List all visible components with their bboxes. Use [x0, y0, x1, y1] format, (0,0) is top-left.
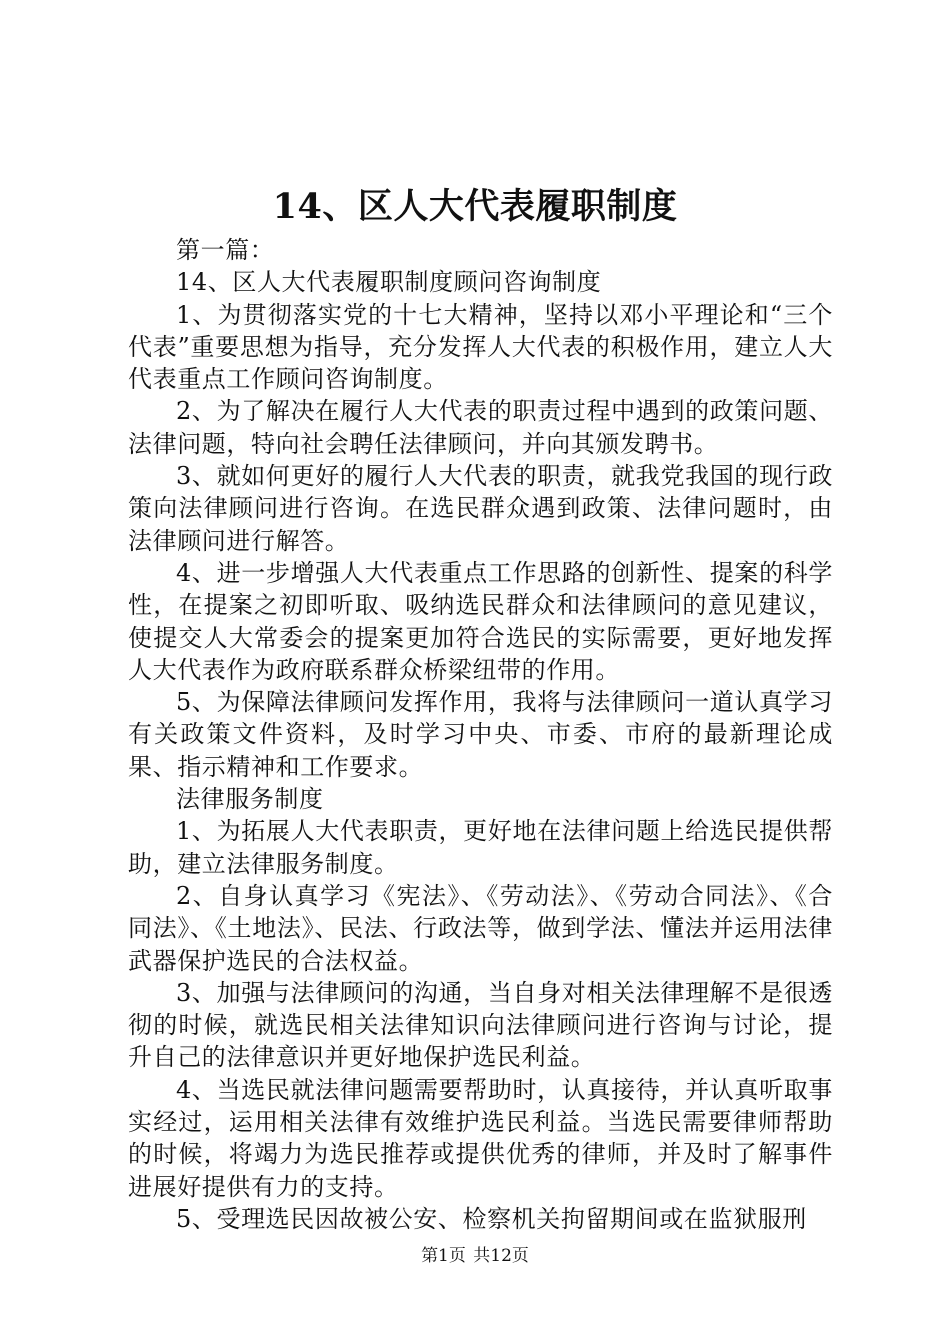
paragraph: 1、为贯彻落实党的十七大精神，坚持以邓小平理论和“三个代表”重要思想为指导，充分发挥人大代表的积极作用，建立人大代表重点工作顾问咨询制度。 — [128, 300, 833, 394]
paragraph: 5、为保障法律顾问发挥作用，我将与法律顾问一道认真学习有关政策文件资料，及时学习中央、市委、市府的最新理论成果、指示精神和工作要求。 — [128, 688, 833, 781]
paragraph: 3、加强与法律顾问的沟通，当自身对相关法律理解不是很透彻的时候，就选民相关法律知识向法律顾问进行咨询与讨论，提升自己的法律意识并更好地保护选民利益。 — [128, 978, 833, 1072]
paragraph: 2、自身认真学习《宪法》、《劳动法》、《劳动合同法》、《合同法》、《土地法》、民法、行政法等，做到学法、懂法并运用法律武器保护选民的合法权益。 — [128, 881, 833, 975]
page-total: 共12页 — [473, 1246, 529, 1266]
paragraph: 3、就如何更好的履行人大代表的职责，就我党我国的现行政策向法律顾问进行咨询。在选民群众遇到政策、法律问题时，由法律顾问进行解答。 — [128, 462, 833, 555]
paragraph: 1、为拓展人大代表职责，更好地在法律问题上给选民提供帮助，建立法律服务制度。 — [128, 817, 833, 878]
subsection-heading: 法律服务制度 — [176, 785, 324, 814]
section-heading: 第一篇： — [176, 236, 275, 264]
paragraph: 2、为了解决在履行人大代表的职责过程中遇到的政策问题、法律问题，特向社会聘任法律顾问，并向其颁发聘书。 — [128, 397, 833, 458]
page-footer — [0, 1244, 950, 1268]
document-body — [128, 234, 833, 1235]
paragraph: 4、进一步增强人大代表重点工作思路的创新性、提案的科学性，在提案之初即听取、吸纳选民群众和法律顾问的意见建议，使提交人大常委会的提案更加符合选民的实际需要，更好地发挥人大代表作为政府联系群众桥梁纽带的作用。 — [128, 558, 833, 684]
paragraph: 4、当选民就法律问题需要帮助时，认真接待，并认真听取事实经过，运用相关法律有效维护选民利益。当选民需要律师帮助的时候，将竭力为选民推荐或提供优秀的律师，并及时了解事件进展好提供有力的支持。 — [128, 1075, 833, 1201]
document-title: 14、区人大代表履职制度 — [272, 186, 678, 227]
subsection-heading: 14、区人大代表履职制度顾问咨询制度 — [176, 268, 602, 297]
paragraph: 5、受理选民因故被公安、检察机关拘留期间或在监狱服刑 — [176, 1204, 807, 1233]
page-number: 第1页 — [421, 1246, 466, 1266]
